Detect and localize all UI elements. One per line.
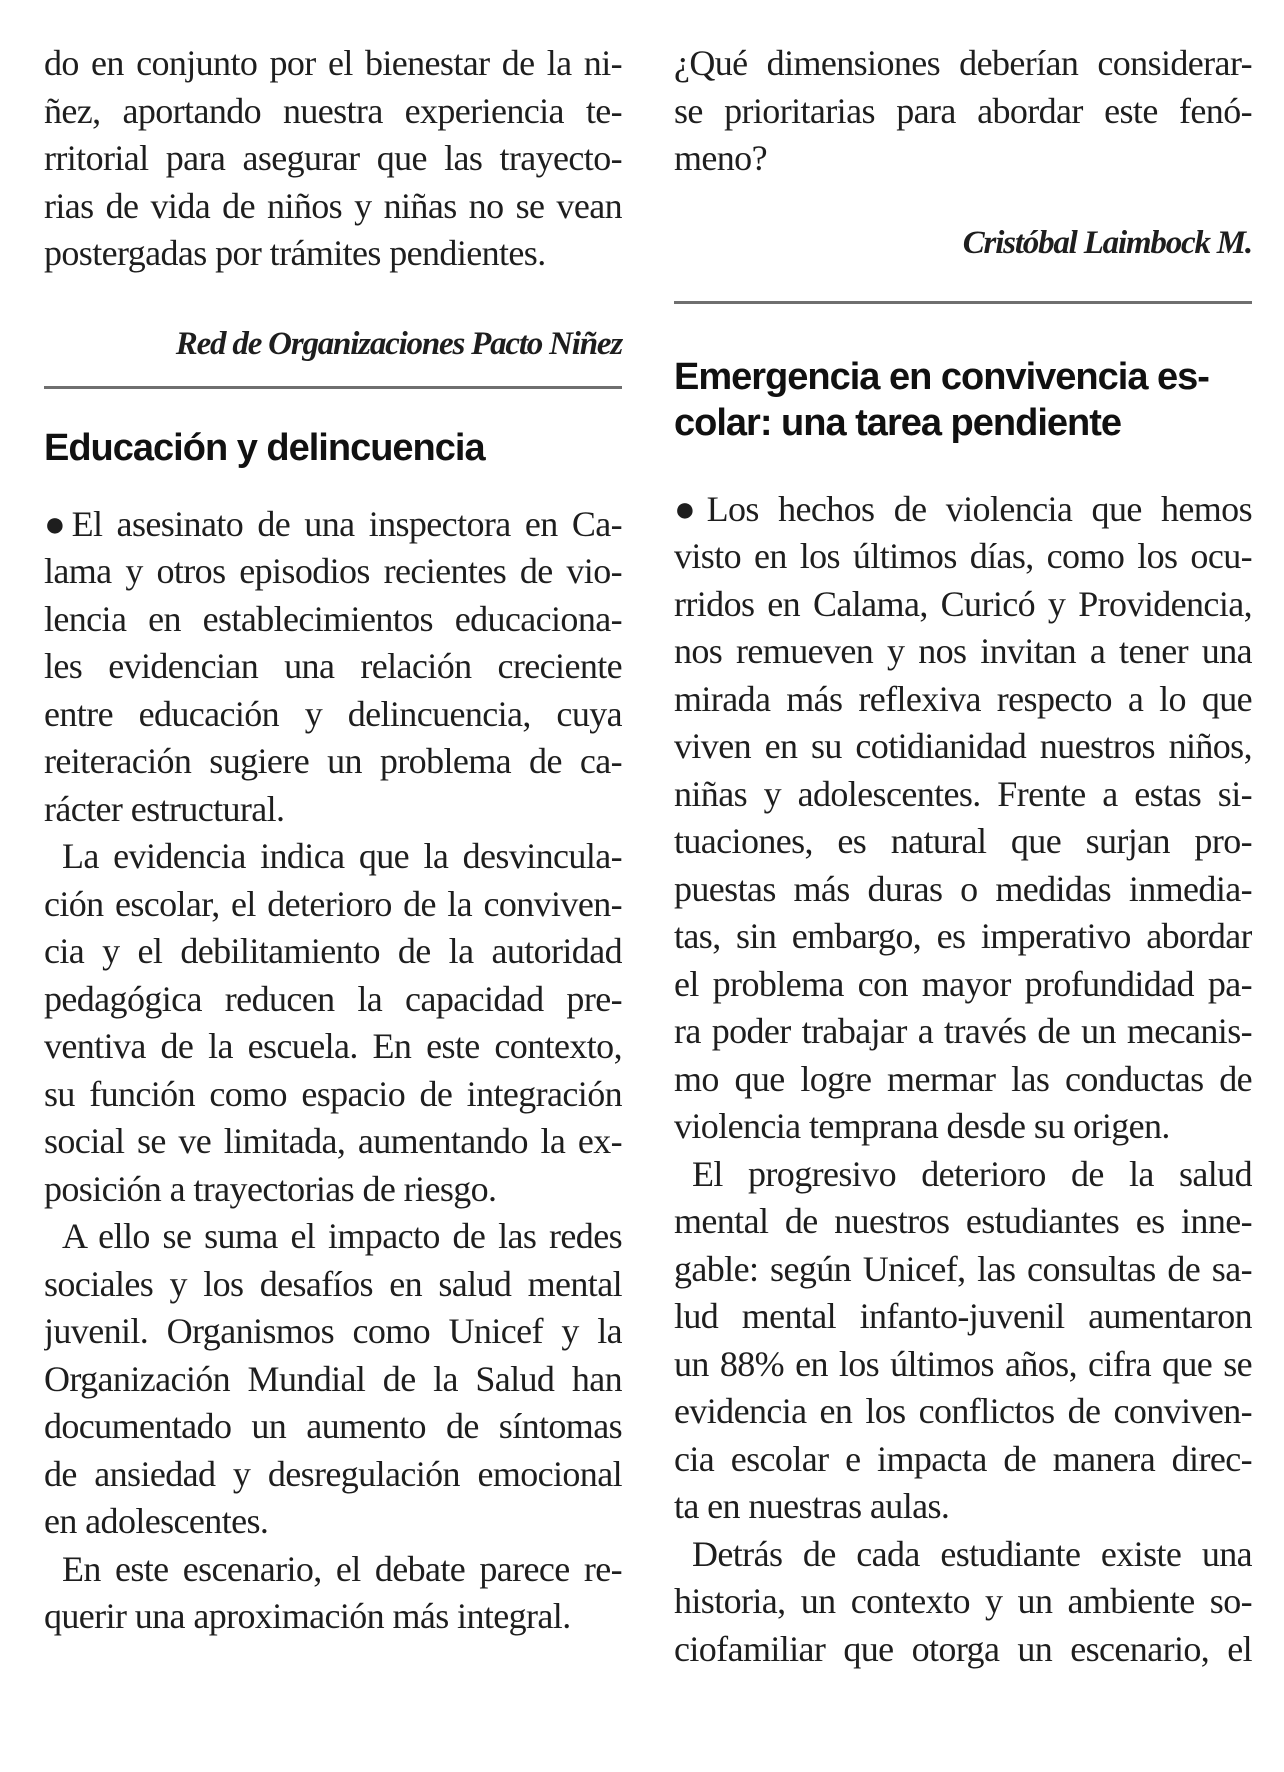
text-line: rritorial para asegurar que las trayecto-	[44, 138, 622, 178]
left-column	[44, 40, 622, 1641]
text-line: ción escolar, el deterioro de la conviven-	[44, 883, 622, 924]
text-line: un 88% en los últimos años, cifra que se	[674, 1343, 1252, 1384]
paragraph	[44, 833, 622, 1213]
text-line: tas, sin embargo, es imperativo abordar	[674, 916, 1252, 956]
article-body	[44, 501, 622, 1641]
bullet-icon: ●	[44, 503, 72, 544]
text-line: ●Los hechos de violencia que hemos	[674, 488, 1252, 529]
paragraph	[674, 486, 1252, 1151]
article-title	[674, 354, 1252, 446]
right-top-paragraph	[674, 40, 1252, 183]
text-line: sociales y los desafíos en salud mental	[44, 1263, 622, 1304]
title-line: Emergencia en convivencia es-	[674, 355, 1209, 398]
text-line: ciofamiliar que otorga un escenario, el	[674, 1628, 1252, 1669]
text-line: En este escenario, el debate parece re-	[62, 1548, 622, 1589]
text-line: reiteración sugiere un problema de ca-	[44, 741, 622, 781]
right-signature: Cristóbal Laimbock M.	[962, 224, 1252, 261]
bullet-icon: ●	[674, 488, 707, 529]
text-line: A ello se suma el impacto de las redes	[62, 1216, 622, 1256]
text-line: violencia temprana desde su origen.	[674, 1106, 1170, 1146]
text-line: rridos en Calama, Curicó y Providencia,	[674, 583, 1252, 624]
right-column	[674, 40, 1252, 1673]
text-line: lencia en establecimientos educaciona-	[44, 598, 622, 639]
paragraph	[44, 501, 622, 834]
text-line: meno?	[674, 138, 767, 178]
text-line: documentado un aumento de síntomas	[44, 1406, 622, 1446]
text-line: gable: según Unicef, las consultas de sa-	[674, 1248, 1252, 1289]
left-top-paragraph	[44, 40, 622, 278]
text-line: historia, un contexto y un ambiente so-	[674, 1581, 1252, 1621]
text-line: visto en los últimos días, como los ocu-	[674, 536, 1252, 576]
text-line: ventiva de la escuela. En este contexto,	[44, 1026, 622, 1066]
left-signature: Red de Organizaciones Pacto Niñez	[175, 325, 622, 362]
paragraph	[674, 1151, 1252, 1531]
text-line: puestas más duras o medidas inmedia-	[674, 868, 1252, 909]
text-line: tuaciones, es natural que surjan pro-	[674, 821, 1252, 861]
text-line: querir una aproximación más integral.	[44, 1596, 571, 1636]
text-line: social se ve limitada, aumentando la ex-	[44, 1121, 622, 1161]
text-line: de ansiedad y desregulación emocional	[44, 1453, 622, 1494]
text-line: ñez, aportando nuestra experiencia te-	[44, 90, 622, 131]
text-line: evidencia en los conflictos de conviven-	[674, 1391, 1252, 1431]
text-line: juvenil. Organismos como Unicef y la	[44, 1311, 622, 1351]
text-line: el problema con mayor profundidad pa-	[674, 963, 1252, 1004]
paragraph	[44, 1546, 622, 1641]
text-line: lama y otros episodios recientes de vio-	[44, 551, 622, 591]
text-line: mental de nuestros estudiantes es inne-	[674, 1201, 1252, 1241]
title-line: colar: una tarea pendiente	[674, 401, 1122, 444]
text-line: Organización Mundial de la Salud han	[44, 1358, 622, 1399]
section-divider	[44, 386, 622, 389]
paragraph	[44, 1213, 622, 1546]
text-line: ●El asesinato de una inspectora en Ca-	[44, 503, 622, 544]
text-line: pedagógica reducen la capacidad pre-	[44, 978, 622, 1019]
text-line: mirada más reflexiva respecto a lo que	[674, 678, 1252, 719]
text-line: viven en su cotidianidad nuestros niños,	[674, 726, 1252, 766]
text-line: su función como espacio de integración	[44, 1073, 622, 1114]
text-line: ¿Qué dimensiones deberían considerar-	[674, 43, 1252, 83]
text-line: rácter estructural.	[44, 788, 285, 829]
text-line: entre educación y delincuencia, cuya	[44, 693, 622, 734]
text-line: en adolescentes.	[44, 1501, 269, 1541]
article-body	[674, 486, 1252, 1674]
text-line: nos remueven y nos invitan a tener una	[674, 631, 1252, 671]
text-line: les evidencian una relación creciente	[44, 646, 622, 686]
text-line: cia escolar e impacta de manera direc-	[674, 1438, 1252, 1479]
text-line: posición a trayectorias de riesgo.	[44, 1168, 497, 1209]
text-line: do en conjunto por el bienestar de la ni-	[44, 43, 622, 83]
text-line: mo que logre mermar las conductas de	[674, 1058, 1252, 1099]
article-title: Educación y delincuencia	[44, 426, 485, 469]
text-line: postergadas por trámites pendientes.	[44, 233, 546, 273]
text-line: rias de vida de niños y niñas no se vean	[44, 185, 622, 226]
text-line: niñas y adolescentes. Frente a estas si-	[674, 773, 1252, 814]
section-divider	[674, 301, 1252, 304]
text-line: El progresivo deterioro de la salud	[692, 1153, 1252, 1194]
text-line: Detrás de cada estudiante existe una	[692, 1533, 1252, 1574]
text-line: La evidencia indica que la desvincula-	[62, 836, 622, 876]
paragraph	[674, 1531, 1252, 1674]
text-line: ta en nuestras aulas.	[674, 1486, 950, 1526]
text-line: lud mental infanto-juvenil aumentaron	[674, 1296, 1252, 1336]
text-line: ra poder trabajar a través de un mecanis-	[674, 1011, 1252, 1051]
text-line: cia y el debilitamiento de la autoridad	[44, 931, 622, 971]
text-line: se prioritarias para abordar este fenó-	[674, 90, 1252, 131]
